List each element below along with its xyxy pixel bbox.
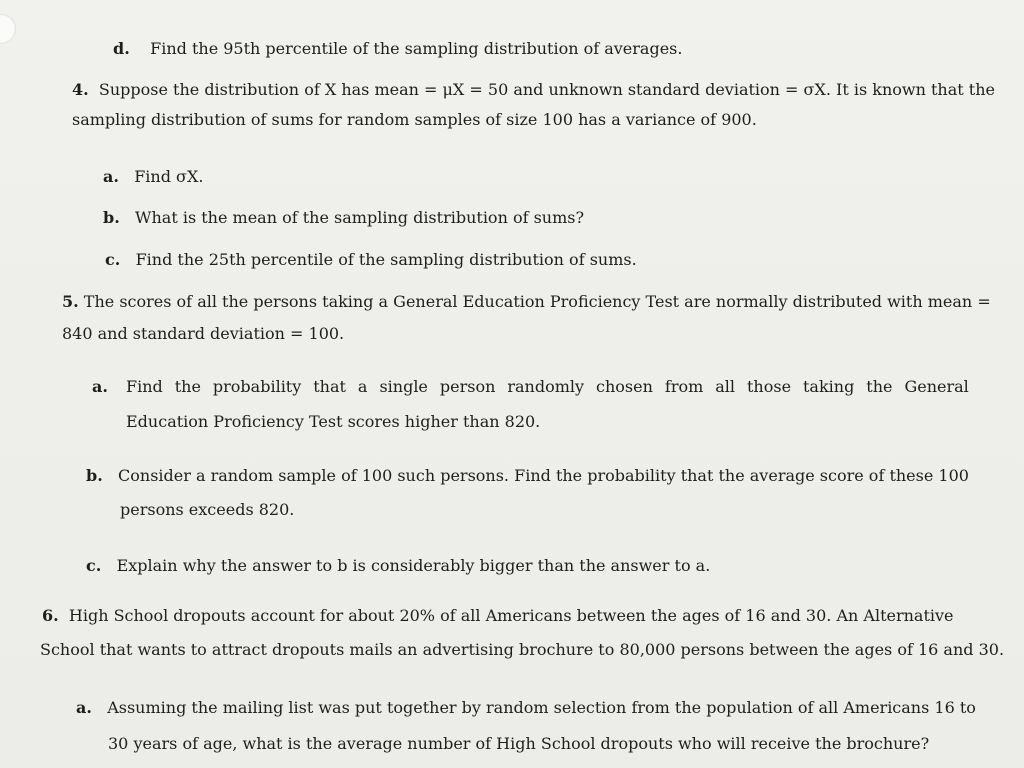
q5c-text: Explain why the answer to b is considerably bigger than the answer to a. <box>116 556 711 575</box>
q5b-label: b. <box>86 466 103 485</box>
q5a-word: the <box>866 377 893 396</box>
q4c-label: c. <box>105 250 121 269</box>
q6-label: 6. <box>42 606 59 625</box>
q4c-text: Find the 25th percentile of the sampling distribution of sums. <box>135 250 637 269</box>
q5-line-1 <box>62 292 991 312</box>
q4b-label: b. <box>103 208 120 227</box>
q6a-label: a. <box>76 698 92 717</box>
q5a-word: General <box>904 377 969 396</box>
punch-hole <box>0 14 16 44</box>
q5a-label: a. <box>92 377 108 396</box>
q5-line-2 <box>62 324 344 344</box>
q5-label: 5. <box>62 292 79 311</box>
q3d-label: d. <box>113 39 130 58</box>
q5a-word: those <box>746 377 792 396</box>
q6-line-1 <box>42 606 954 626</box>
q6a-line-2 <box>108 734 929 754</box>
q6a-line-1 <box>76 698 976 718</box>
q5c-label: c. <box>86 556 102 575</box>
q5b-line-1 <box>86 466 969 486</box>
q4-text-1: Suppose the distribution of X has mean = μX = 50 and unknown standard deviation = σX. It is known that the <box>98 80 995 99</box>
q4a-line <box>103 167 203 187</box>
q5-text-1: The scores of all the persons taking a General Education Proficiency Test are normally distributed with mean = <box>83 292 991 311</box>
q6-text-1: High School dropouts account for about 20% of all Americans between the ages of 16 and 30. An Alternative <box>68 606 954 625</box>
q5a-word: taking <box>803 377 855 396</box>
q4b-text: What is the mean of the sampling distribution of sums? <box>135 208 585 227</box>
q5b-text-2: persons exceeds 820. <box>120 500 295 519</box>
q4a-label: a. <box>103 167 119 186</box>
q5a-word: from <box>664 377 704 396</box>
q4-line-2 <box>72 110 757 130</box>
q4-label: 4. <box>72 80 89 99</box>
q5a-word: single <box>379 377 428 396</box>
q4-text-2: sampling distribution of sums for random samples of size 100 has a variance of 900. <box>72 110 757 129</box>
q5a-text-1 <box>126 377 969 397</box>
q5a-word: person <box>439 377 496 396</box>
q6a-text-1: Assuming the mailing list was put together by random selection from the population of all Americans 16 to <box>107 698 976 717</box>
q5b-line-2 <box>120 500 294 520</box>
q5a-word: chosen <box>596 377 653 396</box>
q4a-text: Find σX. <box>134 167 204 186</box>
q5a-word: that <box>313 377 346 396</box>
q3d-text: Find the 95th percentile of the sampling distribution of averages. <box>150 39 683 58</box>
q4b-line <box>103 208 584 228</box>
q4-line-1 <box>72 80 995 100</box>
q5-text-2: 840 and standard deviation = 100. <box>62 324 345 343</box>
q5b-text-1: Consider a random sample of 100 such persons. Find the probability that the average score of these 100 <box>118 466 969 485</box>
q5a-word: probability <box>212 377 302 396</box>
q5a-word: the <box>174 377 201 396</box>
q5a-word: randomly <box>507 377 585 396</box>
q5a-line-1 <box>92 377 108 397</box>
q5a-word: all <box>715 377 736 396</box>
q6-text-2: School that wants to attract dropouts mails an advertising brochure to 80,000 persons between the ages of 16 and 30. <box>40 640 1005 659</box>
q5c-line <box>86 556 710 576</box>
q5a-text-2: Education Proficiency Test scores higher than 820. <box>126 412 541 431</box>
q5a-word: Find <box>126 377 163 396</box>
q4c-line <box>105 250 637 270</box>
q5a-line-2 <box>126 412 540 432</box>
q3d-line <box>113 39 682 59</box>
q6a-text-2: 30 years of age, what is the average number of High School dropouts who will receive the brochure? <box>108 734 930 753</box>
q5a-word: a <box>357 377 368 396</box>
q6-line-2 <box>40 640 1004 660</box>
